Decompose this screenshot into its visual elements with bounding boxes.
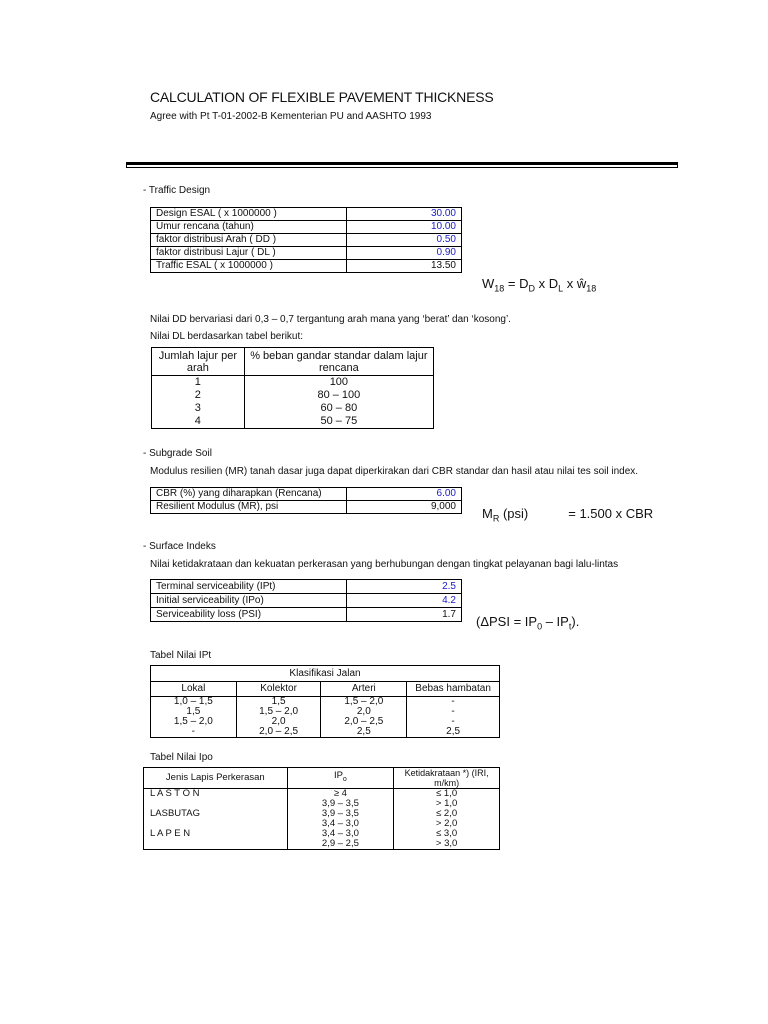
table-row <box>151 221 462 234</box>
col-header: % beban gandar standar dalam lajur rencana <box>244 348 433 376</box>
table-row: L A P E N 3,4 – 3,0 ≤ 3,0 <box>144 829 500 839</box>
subgrade-input-table <box>150 487 462 514</box>
design-esal-value[interactable]: 30.00 <box>347 208 462 221</box>
dl-value[interactable]: 0.90 <box>347 247 462 260</box>
row-label: faktor distribusi Lajur ( DL ) <box>151 247 347 260</box>
row-label: Initial serviceability (IPo) <box>151 594 347 608</box>
surface-note: Nilai ketidakrataan dan kekuatan perkerasan yang berhubungan dengan tingkat pelayanan bagi lalu-lintas <box>150 559 619 570</box>
dd-value[interactable]: 0.50 <box>347 234 462 247</box>
dd-note: Nilai DD bervariasi dari 0,3 – 0,7 tergantung arah mana yang ‘berat’ dan ‘kosong’. <box>150 314 511 325</box>
table-row <box>151 608 462 622</box>
row-label: Terminal serviceability (IPt) <box>151 580 347 594</box>
cbr-value[interactable]: 6.00 <box>347 488 462 501</box>
dl-note: Nilai DL berdasarkan tabel berikut: <box>150 331 304 342</box>
surface-heading: - Surface Indeks <box>143 541 216 552</box>
table-row <box>151 208 462 221</box>
table-row: 1,0 – 1,5 1,5 1,5 – 2,0 - <box>151 697 500 708</box>
table-row <box>151 594 462 608</box>
page-title: CALCULATION OF FLEXIBLE PAVEMENT THICKNESS <box>150 89 494 105</box>
col-header: Bebas hambatan <box>407 682 500 697</box>
col-header: Arteri <box>321 682 407 697</box>
subgrade-note: Modulus resilien (MR) tanah dasar juga dapat diperkirakan dari CBR standar dan hasil atau nilai tes soil index. <box>150 466 639 477</box>
col-header: Lokal <box>151 682 237 697</box>
ipt-reference-table <box>150 665 500 738</box>
traffic-heading: - Traffic Design <box>143 185 211 196</box>
traffic-esal-value: 13.50 <box>347 260 462 273</box>
ipt-value[interactable]: 2.5 <box>347 580 462 594</box>
table-row: L A S T O N ≥ 4 ≤ 1,0 <box>144 789 500 800</box>
table-row <box>151 247 462 260</box>
row-label: Traffic ESAL ( x 1000000 ) <box>151 260 347 273</box>
table-row: 2,9 – 2,5 > 3,0 <box>144 839 500 850</box>
table-row: 1,5 1,5 – 2,0 2,0 - <box>151 707 500 717</box>
ipo-value[interactable]: 4.2 <box>347 594 462 608</box>
table-row <box>151 234 462 247</box>
umur-rencana-value[interactable]: 10.00 <box>347 221 462 234</box>
surface-input-table <box>150 579 462 622</box>
table-row: 3,4 – 3,0 > 2,0 <box>144 819 500 829</box>
ipt-table-caption: Tabel Nilai IPt <box>150 650 212 661</box>
row-label: Serviceability loss (PSI) <box>151 608 347 622</box>
psi-formula: $(\Delta PSI = IP_0 - IP_t)$. <box>476 614 580 632</box>
row-label: Design ESAL ( x 1000000 ) <box>151 208 347 221</box>
row-label: faktor distribusi Arah ( DD ) <box>151 234 347 247</box>
psi-value: 1.7 <box>347 608 462 622</box>
table-row: 4 50 – 75 <box>152 415 434 429</box>
col-header: Jumlah lajur per arah <box>152 348 245 376</box>
mr-formula: $M_R$ (psi) = 1.500 x CBR <box>482 506 654 524</box>
table-row: LASBUTAG 3,9 – 3,5 ≤ 2,0 <box>144 809 500 819</box>
table-row: 2 80 – 100 <box>152 389 434 402</box>
row-label: Umur rencana (tahun) <box>151 221 347 234</box>
row-label: Resilient Modulus (MR), psi <box>151 501 347 514</box>
mr-value: 9,000 <box>347 501 462 514</box>
table-row: 3,9 – 3,5 > 1,0 <box>144 799 500 809</box>
subgrade-heading: - Subgrade Soil <box>143 448 212 459</box>
table-row: - 2,0 – 2,5 2,5 2,5 <box>151 727 500 738</box>
traffic-input-table <box>150 207 462 273</box>
table-row: 1,5 – 2,0 2,0 2,0 – 2,5 - <box>151 717 500 727</box>
table-row <box>151 488 462 501</box>
table-row <box>151 580 462 594</box>
ipo-table-caption: Tabel Nilai Ipo <box>150 752 213 763</box>
table-row <box>151 260 462 273</box>
row-label: CBR (%) yang diharapkan (Rencana) <box>151 488 347 501</box>
table-row <box>151 501 462 514</box>
table-row: 1 100 <box>152 376 434 390</box>
w18-formula: $W_{18} = D_D$ x $D_L$ x $ŵ_{18}$ <box>482 276 597 294</box>
col-header: Ketidakrataan *) (IRI, m/km) <box>394 768 500 789</box>
page-subtitle: Agree with Pt T-01-2002-B Kementerian PU and AASHTO 1993 <box>150 111 432 122</box>
col-header: Jenis Lapis Perkerasan <box>144 768 288 789</box>
table-row: 3 60 – 80 <box>152 402 434 415</box>
col-header: Kolektor <box>236 682 321 697</box>
col-header: $IP_o$ <box>287 768 394 789</box>
group-header: Klasifikasi Jalan <box>151 666 500 682</box>
ipo-reference-table <box>143 767 500 850</box>
divider <box>126 162 678 168</box>
dl-reference-table <box>151 347 434 429</box>
